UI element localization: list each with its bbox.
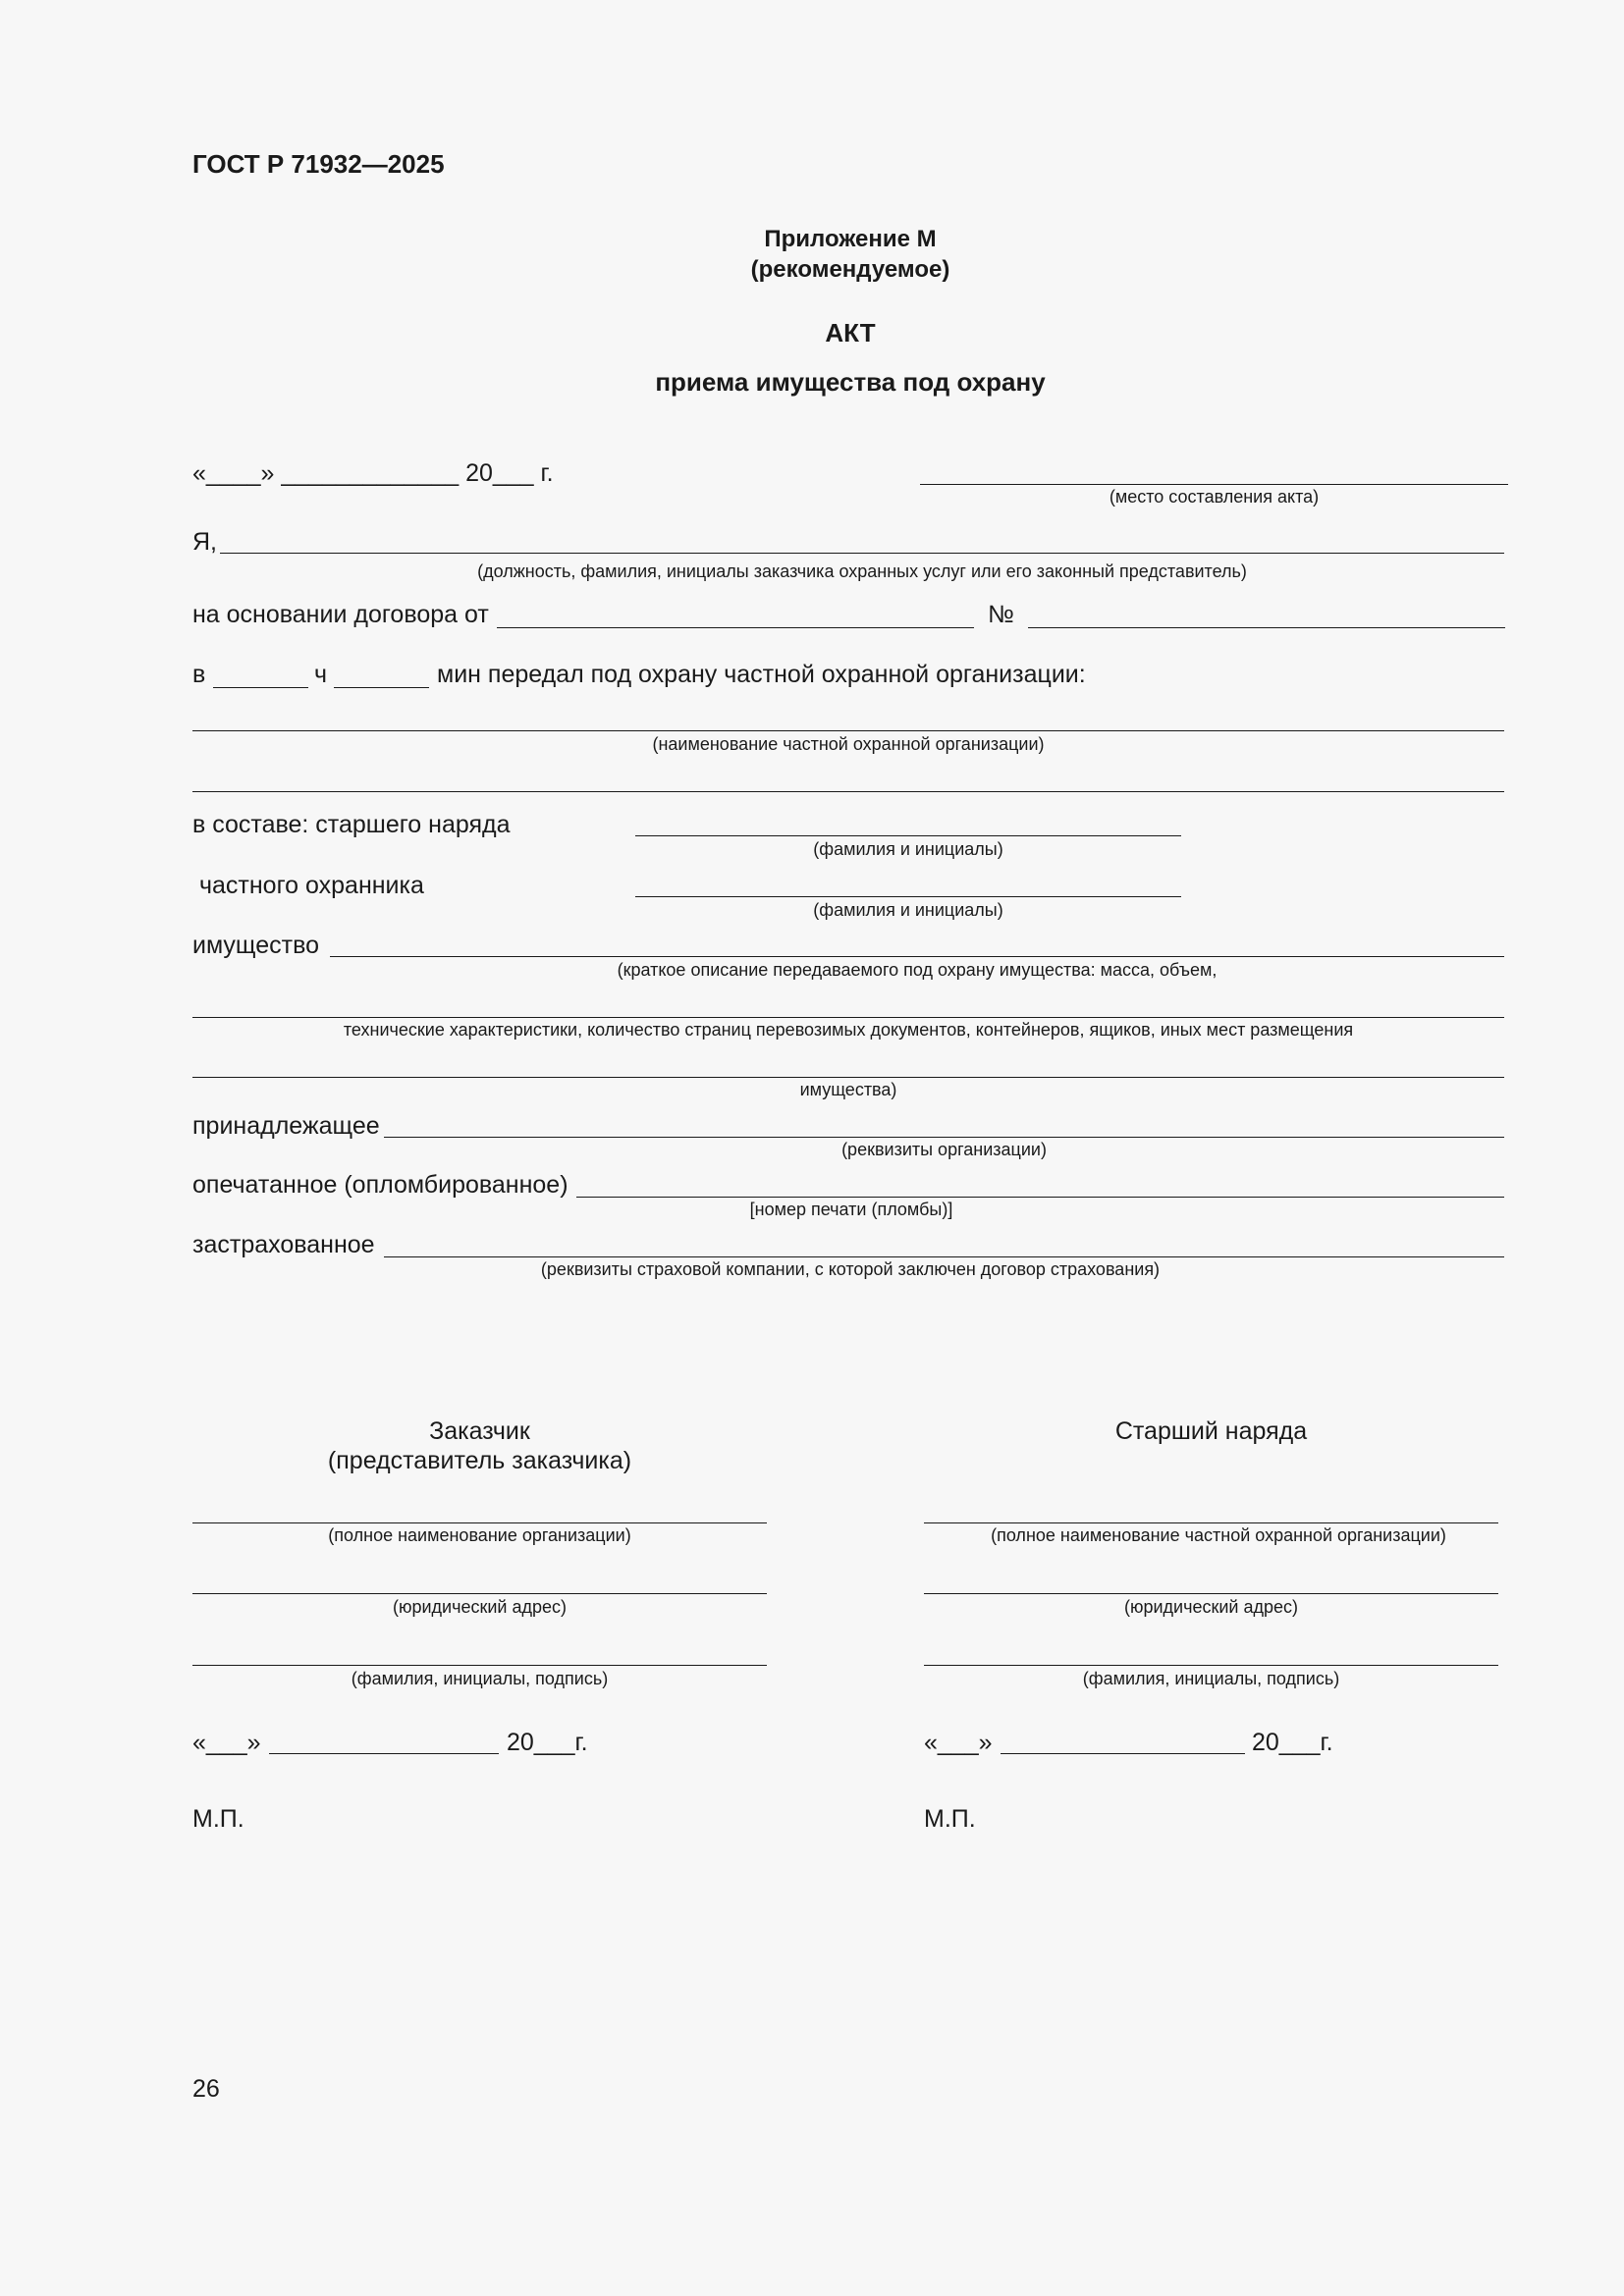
- customer-date-open: «___»: [192, 1729, 261, 1756]
- contract-number-line: [1028, 627, 1505, 628]
- senior-name-caption: (полное наименование частной охранной организации): [991, 1525, 1446, 1545]
- place-line: [920, 484, 1508, 485]
- senior-date-line: [1001, 1753, 1245, 1754]
- senior-date-open: «___»: [924, 1729, 993, 1756]
- org-caption: (наименование частной охранной организации): [652, 734, 1045, 754]
- insured-caption: (реквизиты страховой компании, с которой заключен договор страхования): [540, 1259, 1161, 1279]
- customer-address-caption: (юридический адрес): [392, 1597, 568, 1617]
- senior-address-line: [924, 1593, 1498, 1594]
- senior-line: [635, 835, 1181, 836]
- sealed-label: опечатанное (опломбированное): [192, 1171, 568, 1199]
- customer-date-line: [269, 1753, 499, 1754]
- customer-name-line: [192, 1522, 767, 1523]
- customer-sign-caption: (фамилия, инициалы, подпись): [351, 1669, 609, 1688]
- time-rest: мин передал под охрану частной охранной организации:: [437, 661, 1086, 688]
- senior-sign-caption: (фамилия, инициалы, подпись): [1082, 1669, 1340, 1688]
- owner-line: [384, 1137, 1504, 1138]
- senior-caption: (фамилия и инициалы): [813, 839, 1003, 859]
- guard-label: частного охранника: [199, 872, 424, 899]
- number-sign: №: [988, 601, 1014, 628]
- appendix-title: Приложение М: [764, 226, 937, 252]
- standard-number: ГОСТ Р 71932—2025: [192, 149, 445, 179]
- senior-stamp: М.П.: [924, 1805, 976, 1833]
- owner-caption: (реквизиты организации): [841, 1140, 1047, 1159]
- act-subtitle: приема имущества под охрану: [655, 367, 1046, 397]
- senior-sign-line: [924, 1665, 1498, 1666]
- property-line-3: [192, 1077, 1504, 1078]
- senior-date-year: 20___г.: [1252, 1729, 1333, 1756]
- appendix-type: (рекомендуемое): [750, 256, 950, 283]
- customer-sign-line: [192, 1665, 767, 1666]
- insured-line: [384, 1256, 1504, 1257]
- guard-caption: (фамилия и инициалы): [813, 900, 1003, 920]
- customer-subtitle: (представитель заказчика): [327, 1447, 632, 1474]
- senior-address-caption: (юридический адрес): [1123, 1597, 1299, 1617]
- act-title: АКТ: [825, 318, 876, 347]
- customer-address-line: [192, 1593, 767, 1594]
- org-line: [192, 730, 1504, 731]
- time-ch: ч: [314, 661, 328, 688]
- contract-date-line: [497, 627, 974, 628]
- customer-name-caption: (полное наименование организации): [328, 1525, 631, 1545]
- hours-line: [213, 687, 308, 688]
- senior-name-line: [924, 1522, 1498, 1523]
- property-caption-1: (краткое описание передаваемого под охрану имущества: масса, объем,: [617, 960, 1218, 980]
- page-number: 26: [192, 2075, 220, 2103]
- property-line-2: [192, 1017, 1504, 1018]
- time-v: в: [192, 661, 206, 688]
- place-caption: (место составления акта): [1109, 487, 1320, 507]
- customer-title: Заказчик: [429, 1417, 530, 1445]
- property-caption-3: имущества): [799, 1080, 897, 1099]
- insured-label: застрахованное: [192, 1231, 375, 1258]
- contract-label: на основании договора от: [192, 601, 489, 628]
- minutes-line: [334, 687, 429, 688]
- owner-label: принадлежащее: [192, 1112, 380, 1140]
- customer-date-year: 20___г.: [507, 1729, 588, 1756]
- customer-stamp: М.П.: [192, 1805, 244, 1833]
- i-label: Я,: [192, 528, 217, 556]
- property-caption-2: технические характеристики, количество страниц перевозимых документов, контейнеров, ящиков, иных мест размещения: [343, 1020, 1354, 1040]
- act-date: «____» _____________ 20___ г.: [192, 459, 554, 487]
- guard-line: [635, 896, 1181, 897]
- property-label: имущество: [192, 932, 319, 959]
- senior-label: в составе: старшего наряда: [192, 811, 511, 838]
- senior-signature-title: Старший наряда: [1114, 1417, 1308, 1445]
- org-line-2: [192, 791, 1504, 792]
- property-line: [330, 956, 1504, 957]
- sealed-line: [576, 1197, 1504, 1198]
- i-caption: (должность, фамилия, инициалы заказчика охранных услуг или его законный представитель): [477, 561, 1247, 581]
- i-line: [220, 553, 1504, 554]
- sealed-caption: [номер печати (пломбы)]: [749, 1200, 953, 1219]
